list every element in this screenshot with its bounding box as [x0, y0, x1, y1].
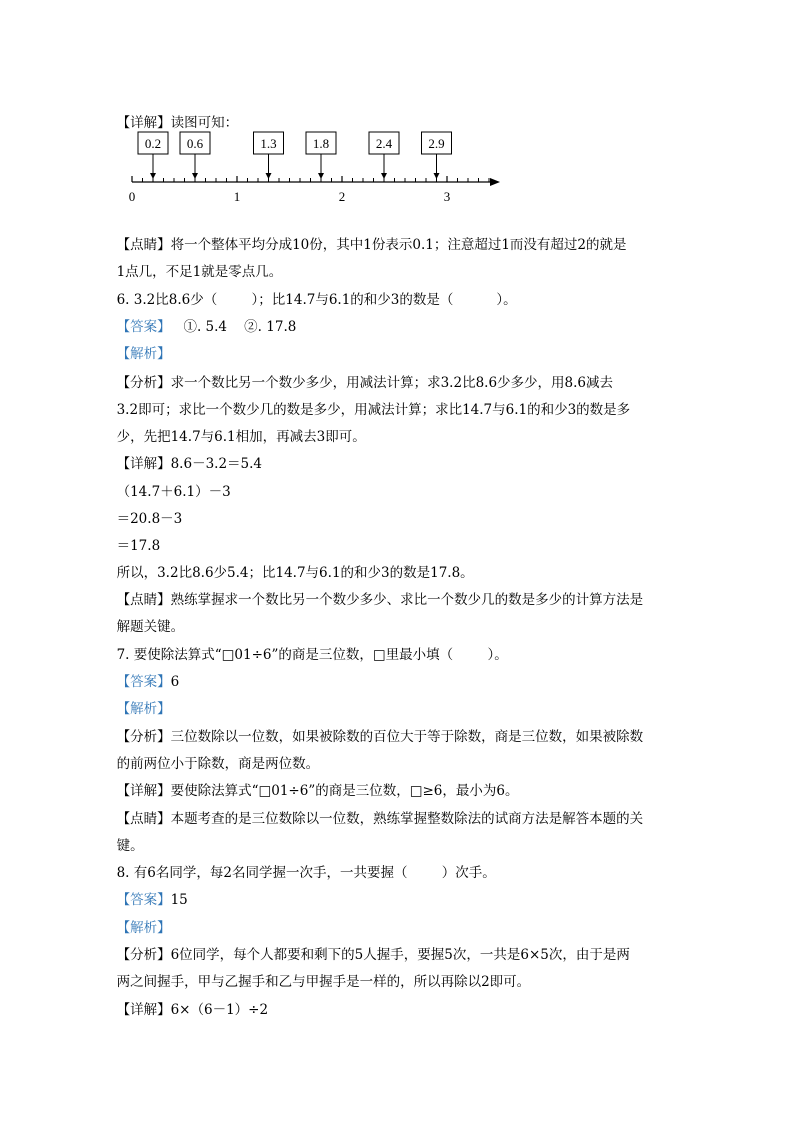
number-line-svg [120, 126, 510, 208]
tag: 【答案】 [116, 892, 171, 908]
tag: 【点睛】 [116, 592, 171, 608]
text: 将一个整体平均分成10份，其中1份表示0.1；注意超过1而没有超过2的就是 [170, 237, 627, 253]
text: 少，先把14.7与6.1相加，再减去3即可。 [116, 429, 366, 445]
pointer-arrowhead [150, 173, 156, 179]
tag: 【分析】 [116, 375, 171, 391]
text: 1点几，不足1就是零点几。 [116, 264, 283, 280]
tip-line [108, 573, 643, 609]
tag: 【详解】 [116, 456, 171, 472]
pointer-arrowhead [266, 173, 272, 179]
text: 6位同学，每个人都要和剩下的5人握手，要握5次，一共是6×5次，由于是两 [170, 947, 630, 963]
tag: 【分析】 [116, 947, 171, 963]
value-box-label: 0.6 [186, 136, 204, 151]
tip-line [108, 792, 643, 828]
text: 三位数除以一位数，如果被除数的百位大于等于除数，商是三位数，如果被除数 [170, 729, 644, 745]
tick-label: 1 [233, 189, 241, 204]
tag: 【点睛】 [116, 237, 171, 253]
text: 6 [170, 674, 180, 690]
tick-label: 2 [338, 189, 346, 204]
tag: 【点睛】 [116, 811, 171, 827]
text: 解题关键。 [116, 619, 185, 635]
text: 3.2即可；求比一个数少几的数是多少，用减法计算；求比14.7与6.1的和少3的数是多 [116, 402, 631, 418]
text: 7. 要使除法算式“□01÷6”的商是三位数，□里最小填（ ）。 [116, 647, 508, 663]
tag: 【解析】 [116, 920, 171, 936]
tag: 【详解】 [116, 783, 171, 799]
tag: 【解析】 [116, 346, 171, 362]
pointer-arrowhead [192, 173, 198, 179]
tag: 【答案】 [116, 319, 171, 335]
text: ＝17.8 [116, 538, 161, 554]
text: 15 [170, 892, 188, 908]
text: 8.6－3.2＝5.4 [170, 456, 263, 472]
detail-line [108, 983, 268, 1019]
tick-label: 0 [128, 189, 136, 204]
tag: 【分析】 [116, 729, 171, 745]
label-group [129, 189, 451, 204]
pointer-arrowhead [434, 173, 440, 179]
tag: 【详解】 [116, 1002, 171, 1018]
text: ＝20.8－3 [116, 511, 183, 527]
text: 求一个数比另一个数少多少，用减法计算；求3.2比8.6少多少，用8.6减去 [170, 375, 614, 391]
value-box-label: 1.3 [260, 136, 277, 151]
value-box-label: 1.8 [312, 136, 330, 151]
text: 两之间握手，甲与乙握手和乙与甲握手是一样的，所以再除以2即可。 [116, 974, 531, 990]
text: （14.7＋6.1）－3 [116, 484, 231, 500]
axis-arrow [490, 178, 500, 186]
text: 要使除法算式“□01÷6”的商是三位数，□≥6，最小为6。 [170, 783, 519, 799]
tag: 【详解】 [116, 115, 171, 131]
text: ①. 5.4 ②. 17.8 [170, 319, 297, 335]
text: 6×（6－1）÷2 [170, 1002, 269, 1018]
value-box-label: 0.2 [144, 136, 162, 151]
value-box-label: 2.4 [375, 136, 393, 151]
box-group [138, 132, 452, 179]
text: 8. 有6名同学，每2名同学握一次手，一共要握（ ）次手。 [116, 865, 496, 881]
text: 熟练掌握求一个数比另一个数少多少、求比一个数少几的数是多少的计算方法是 [170, 592, 644, 608]
text: 6. 3.2比8.6少（ ）；比14.7与6.1的和少3的数是（ ）。 [116, 292, 517, 308]
text: 键。 [116, 838, 144, 854]
pointer-arrowhead [318, 173, 324, 179]
text: 本题考查的是三位数除以一位数，熟练掌握整数除法的试商方法是解答本题的关 [170, 811, 644, 827]
text: 的前两位小于除数，商是两位数。 [116, 756, 320, 772]
tick-label: 3 [443, 189, 451, 204]
text: 所以，3.2比8.6少5.4；比14.7与6.1的和少3的数是17.8。 [116, 565, 474, 581]
text: 读图可知： [170, 115, 239, 131]
pointer-arrowhead [381, 173, 387, 179]
number-line-figure [120, 126, 510, 208]
value-box-label: 2.9 [428, 136, 445, 151]
tag: 【解析】 [116, 701, 171, 717]
tag: 【答案】 [116, 674, 171, 690]
